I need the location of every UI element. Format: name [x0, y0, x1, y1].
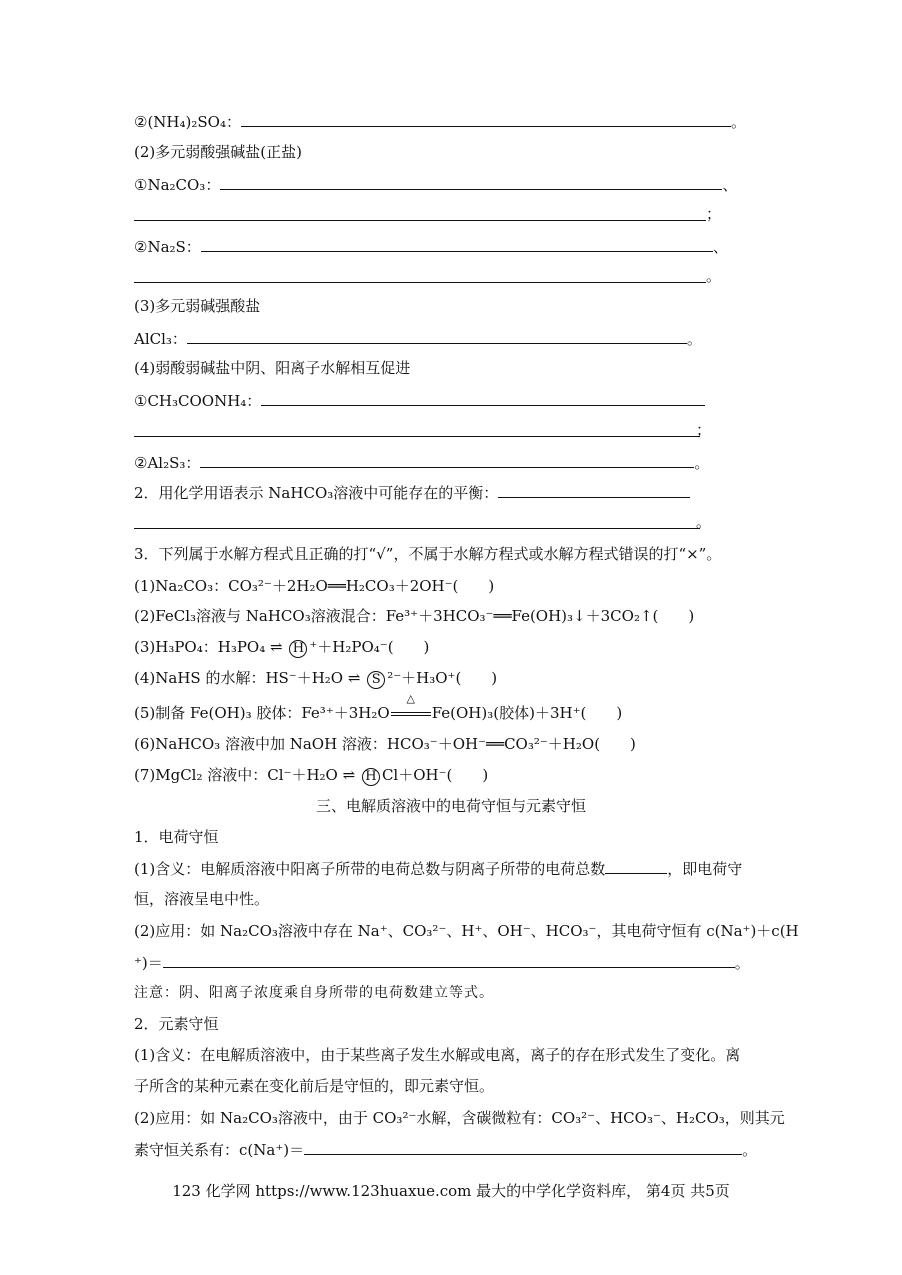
- equation-6: (6)NaHCO₃ 溶液中加 NaOH 溶液：HCO₃⁻＋OH⁻══CO₃²⁻＋H₂O( ): [134, 735, 636, 753]
- label: ①CH₃COONH₄：: [134, 392, 262, 410]
- answer-blank[interactable]: [241, 111, 731, 127]
- answer-blank[interactable]: [163, 952, 735, 968]
- punct: 。: [730, 113, 746, 131]
- answer-blank[interactable]: [304, 1139, 742, 1155]
- element-application-cont: [134, 1139, 757, 1160]
- element-meaning: (1)含义：在电解质溶液中，由于某些离子发生水解或电离，离子的存在形式发生了变化。离: [134, 1046, 741, 1064]
- circled-h: H: [289, 640, 307, 658]
- answer-blank[interactable]: [134, 528, 700, 529]
- circled-s: S: [367, 671, 385, 689]
- eq-text: Cl＋OH⁻( ): [381, 766, 489, 784]
- punct: 。: [686, 330, 702, 348]
- sub-heading-3: (3)多元弱碱强酸盐: [134, 297, 261, 315]
- label: ②Al₂S₃：: [134, 454, 201, 472]
- text: ，即电荷守: [667, 860, 743, 878]
- equation-3: [134, 637, 429, 658]
- charge-meaning: [134, 858, 742, 879]
- label: ①Na₂CO₃：: [134, 176, 221, 194]
- charge-title: 1．电荷守恒: [134, 828, 219, 846]
- label: ②Na₂S：: [134, 238, 201, 256]
- eq-text: (4)NaHS 的水解：HS⁻＋H₂O ⇌: [134, 669, 366, 687]
- item-al2s3: [134, 452, 709, 473]
- equation-4: [134, 668, 497, 689]
- answer-blank[interactable]: [200, 452, 694, 468]
- charge-application-cont: [134, 952, 750, 973]
- answer-blank[interactable]: [187, 328, 687, 344]
- punct: 。: [734, 954, 750, 972]
- answer-blank[interactable]: [220, 174, 722, 190]
- item-na2s: [134, 236, 728, 257]
- answer-blank[interactable]: [498, 482, 690, 498]
- element-title: 2．元素守恒: [134, 1015, 219, 1033]
- element-application: (2)应用：如 Na₂CO₃溶液中，由于 CO₃²⁻水解，含碳微粒有：CO₃²⁻、HCO₃⁻、H₂CO₃，则其元: [134, 1109, 785, 1127]
- equation-5: [134, 692, 623, 723]
- answer-blank[interactable]: [134, 282, 706, 283]
- answer-blank[interactable]: [261, 390, 705, 406]
- punct: 、: [712, 238, 728, 256]
- element-meaning-cont: 子所含的某种元素在变化前后是守恒的，即元素守恒。: [134, 1077, 495, 1095]
- charge-application: (2)应用：如 Na₂CO₃溶液中存在 Na⁺、CO₃²⁻、H⁺、OH⁻、HCO₃⁻，其电荷守恒有 c(Na⁺)＋c(H: [134, 922, 799, 940]
- text: 素守恒关系有：c(Na⁺)＝: [134, 1141, 305, 1159]
- punct: 。: [706, 267, 722, 285]
- equals-arrow: [391, 712, 431, 716]
- answer-blank[interactable]: [605, 858, 667, 874]
- eq-text: (7)MgCl₂ 溶液中：Cl⁻＋H₂O ⇌: [134, 766, 360, 784]
- text: (1)含义：电解质溶液中阳离子所带的电荷总数与阴离子所带的电荷总数: [134, 860, 606, 878]
- answer-blank[interactable]: [134, 436, 700, 437]
- punct: 。: [694, 454, 710, 472]
- sub-heading-4: (4)弱酸弱碱盐中阴、阳离子水解相互促进: [134, 359, 411, 377]
- item-ch3coonh4: [134, 390, 705, 411]
- eq-text: (5)制备 Fe(OH)₃ 胶体：Fe³⁺＋3H₂O: [134, 704, 390, 722]
- question-text: 2．用化学用语表示 NaHCO₃溶液中可能存在的平衡：: [134, 484, 499, 502]
- section-title: 三、电解质溶液中的电荷守恒与元素守恒: [315, 797, 586, 815]
- equation-2: (2)FeCl₃溶液与 NaHCO₃溶液混合：Fe³⁺＋3HCO₃⁻══Fe(OH)₃↓＋3CO₂↑( ): [134, 607, 695, 625]
- heat-arrow: [390, 692, 432, 723]
- eq-text: ⁺＋H₂PO₄⁻( ): [309, 638, 430, 656]
- label: ②(NH₄)₂SO₄：: [134, 113, 241, 131]
- label: AlCl₃：: [134, 330, 187, 348]
- question-2: [134, 482, 690, 503]
- punct: 。: [742, 1141, 758, 1159]
- item-alcl3: [134, 328, 702, 349]
- eq-text: Fe(OH)₃(胶体)＋3H⁺( ): [431, 704, 623, 722]
- punct: 。: [696, 513, 712, 531]
- punct: 、: [722, 176, 738, 194]
- equation-7: [134, 765, 488, 786]
- page-footer: 123 化学网 https://www.123huaxue.com 最大的中学化学资料库， 第4页 共5页: [172, 1182, 730, 1200]
- question-3: 3．下列属于水解方程式且正确的打“√”，不属于水解方程式或水解方程式错误的打“×”。: [134, 545, 722, 563]
- item-nh4so4: [134, 111, 746, 132]
- sub-heading-2: (2)多元弱酸强碱盐(正盐): [134, 143, 302, 161]
- eq-text: ²⁻＋H₃O⁺( ): [387, 669, 498, 687]
- text: ⁺)＝: [134, 954, 163, 972]
- punct: ；: [696, 421, 712, 439]
- item-na2co3: [134, 174, 737, 195]
- answer-blank[interactable]: [134, 220, 706, 221]
- heat-triangle-icon: △: [406, 692, 415, 705]
- punct: ；: [706, 205, 722, 223]
- charge-meaning-cont: 恒，溶液呈电中性。: [134, 890, 270, 908]
- eq-text: (3)H₃PO₄：H₃PO₄ ⇌: [134, 638, 288, 656]
- equation-1: (1)Na₂CO₃：CO₃²⁻＋2H₂O══H₂CO₃＋2OH⁻( ): [134, 577, 495, 595]
- circled-h: H: [362, 768, 380, 786]
- answer-blank[interactable]: [201, 236, 713, 252]
- note: 注意：阴、阳离子浓度乘自身所带的电荷数建立等式。: [134, 985, 494, 1001]
